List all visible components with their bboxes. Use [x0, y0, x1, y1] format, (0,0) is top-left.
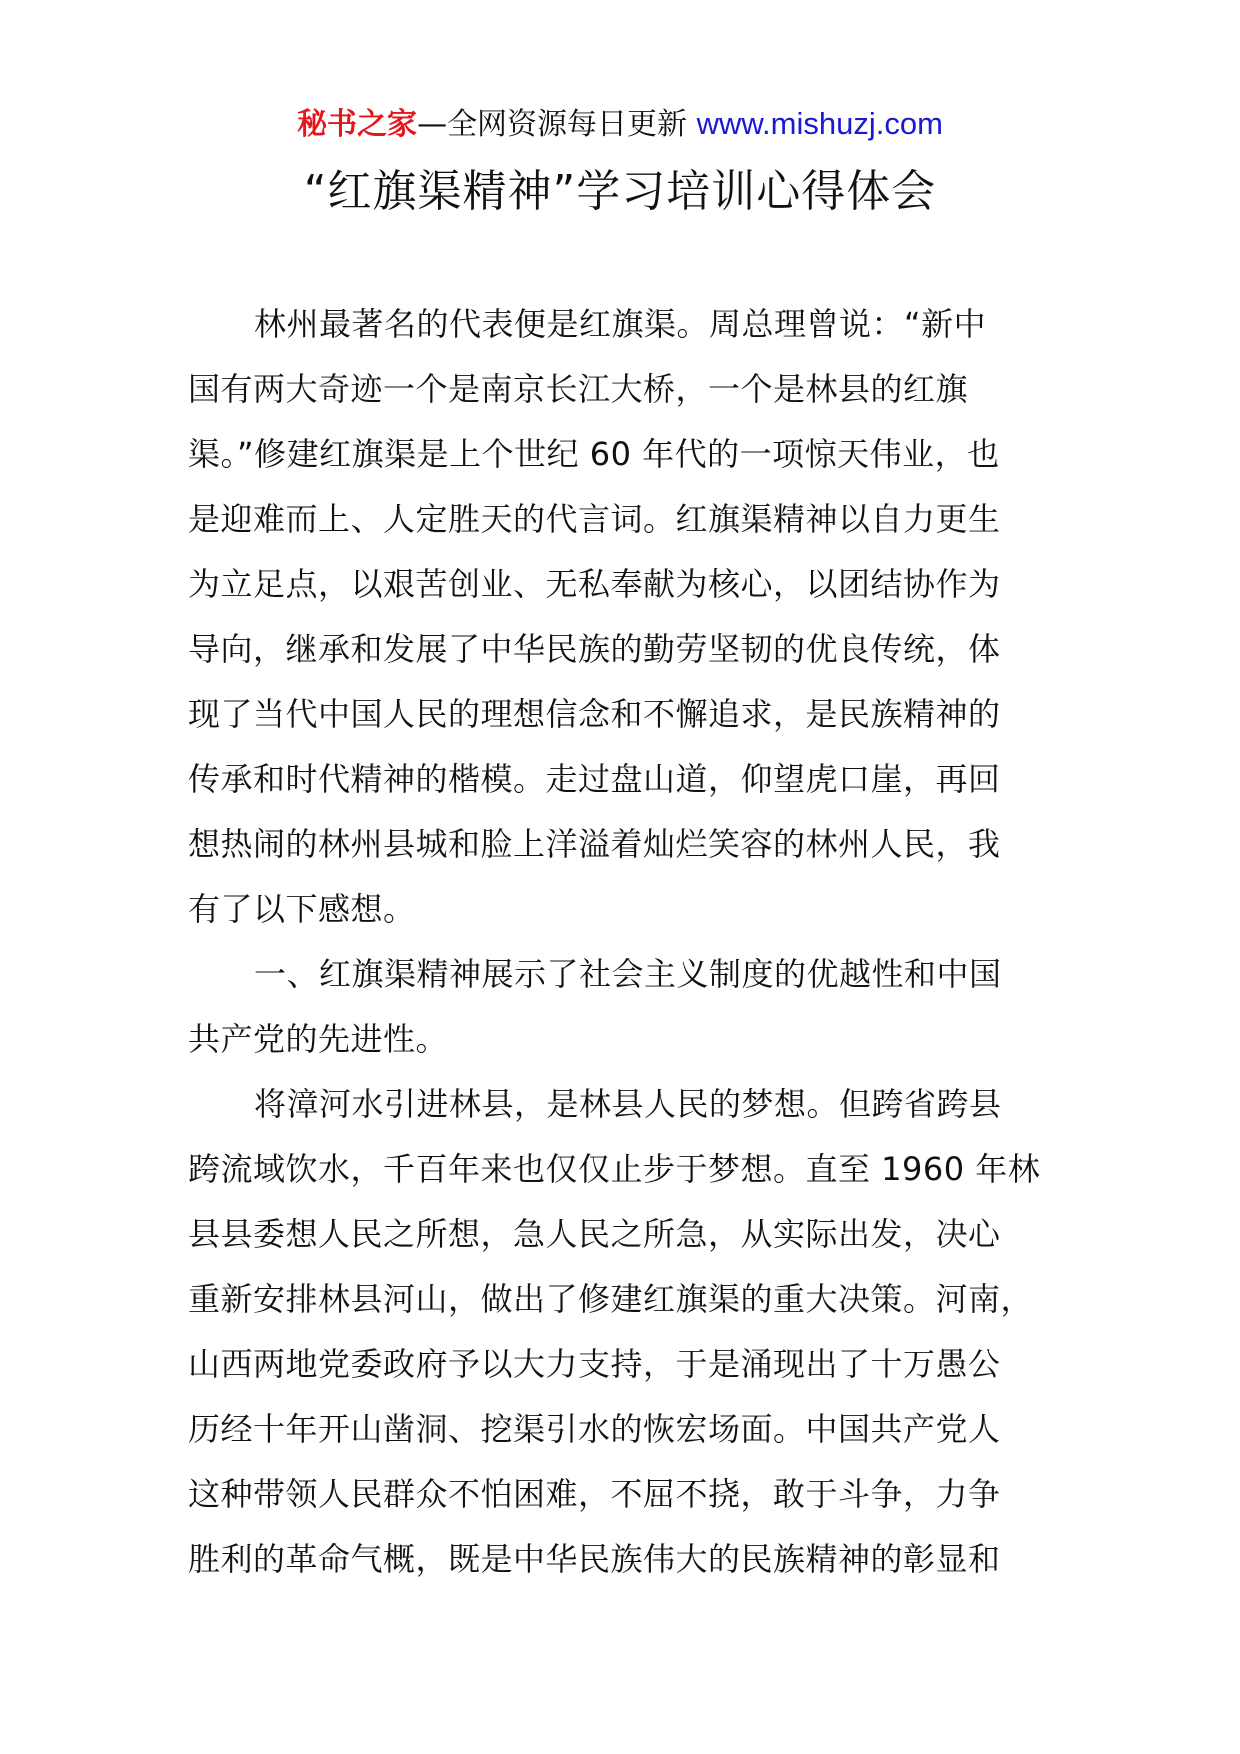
text-line: 将漳河水引进林县，是林县人民的梦想。但跨省跨县 [254, 1085, 1002, 1123]
site-header [0, 104, 1240, 145]
text-line: 传承和时代精神的楷模。走过盘山道，仰望虎口崖，再回 [188, 760, 1001, 798]
text-line: 县县委想人民之所想，急人民之所急，从实际出发，决心 [188, 1215, 1001, 1253]
section-heading-line: 一、红旗渠精神展示了社会主义制度的优越性和中国 [254, 955, 1002, 993]
text-line: 国有两大奇迹一个是南京长江大桥，一个是林县的红旗 [188, 370, 969, 408]
text-line: 想热闹的林州县城和脸上洋溢着灿烂笑容的林州人民，我 [188, 825, 1001, 863]
document-body [188, 292, 1068, 1592]
text-line: 胜利的革命气概，既是中华民族伟大的民族精神的彰显和 [188, 1540, 1001, 1578]
text-line: 为立足点，以艰苦创业、无私奉献为核心，以团结协作为 [188, 565, 1001, 603]
text-line: 跨流域饮水，千百年来也仅仅止步于梦想。直至 1960 年林 [188, 1150, 1041, 1188]
brand-name: 秘书之家 [297, 107, 418, 142]
text-line: 林州最著名的代表便是红旗渠。周总理曾说：“新中 [254, 305, 987, 343]
section-heading-line: 共产党的先进性。 [188, 1020, 449, 1058]
text-line: 渠。”修建红旗渠是上个世纪 60 年代的一项惊天伟业，也 [188, 435, 1000, 473]
text-line: 山西两地党委政府予以大力支持，于是涌现出了十万愚公 [188, 1345, 1001, 1383]
text-line: 历经十年开山凿洞、挖渠引水的恢宏场面。中国共产党人 [188, 1410, 1001, 1448]
text-line: 现了当代中国人民的理想信念和不懈追求，是民族精神的 [188, 695, 1001, 733]
text-line: 有了以下感想。 [188, 890, 416, 928]
text-line: 是迎难而上、人定胜天的代言词。红旗渠精神以自力更生 [188, 500, 1001, 538]
site-url-link[interactable]: www.mishuzj.com [696, 106, 943, 141]
text-line: 重新安排林县河山，做出了修建红旗渠的重大决策。河南， [188, 1280, 1034, 1318]
document-title: “红旗渠精神”学习培训心得体会 [303, 166, 937, 217]
text-line: 导向，继承和发展了中华民族的勤劳坚韧的优良传统，体 [188, 630, 1001, 668]
text-line: 这种带领人民群众不怕困难，不屈不挠，敢于斗争，力争 [188, 1475, 1001, 1513]
header-tagline: —全网资源每日更新 [417, 107, 697, 142]
